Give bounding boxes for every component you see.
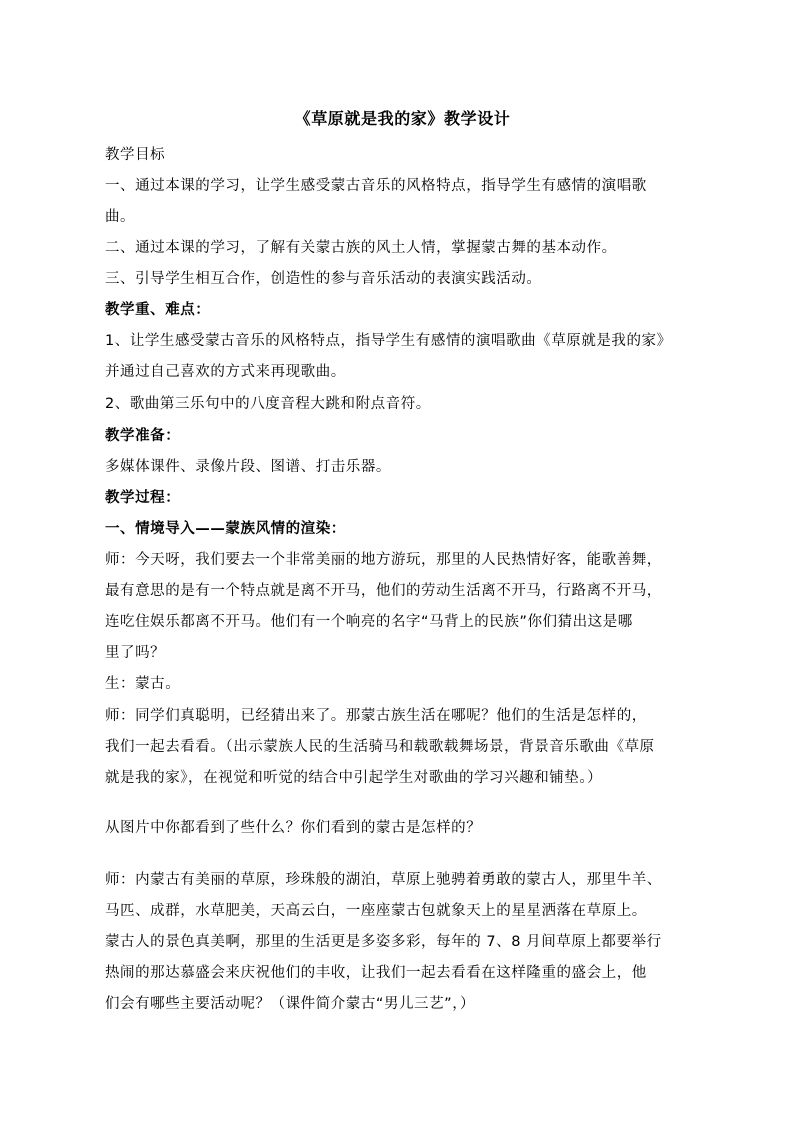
section-heading-process: 教学过程：: [105, 490, 181, 506]
objective-1-line-2: 曲。: [105, 209, 136, 225]
paragraph-teacher-2-line-3: 就是我的家》，在视觉和听觉的结合中引起学生对歌曲的学习兴趣和铺垫。）: [105, 770, 603, 786]
paragraph-teacher-1-line-4: 里了吗？: [105, 645, 166, 661]
paragraph-student-1: 生：蒙古。: [105, 676, 181, 692]
objective-3: 三、引导学生相互合作，创造性的参与音乐活动的表演实践活动。: [105, 271, 542, 287]
paragraph-teacher-3-line-3: 蒙古人的景色真美啊，那里的生活更是多姿多彩，每年的 7、8 月间草原上都要举行: [105, 934, 662, 950]
paragraph-teacher-3-line-5: 们会有哪些主要活动呢？（课件简介蒙古“男儿三艺”，）: [105, 996, 476, 1012]
objective-1-line-1: 一、通过本课的学习，让学生感受蒙古音乐的风格特点，指导学生有感情的演唱歌: [105, 178, 647, 194]
section-heading-preparation: 教学准备：: [105, 428, 181, 444]
paragraph-teacher-1-line-1: 师：今天呀，我们要去一个非常美丽的地方游玩，那里的人民热情好客，能歌善舞，: [105, 552, 662, 568]
paragraph-teacher-3-line-1: 师：内蒙古有美丽的草原，珍珠般的湖泊，草原上驰骋着勇敢的蒙古人，那里牛羊、: [105, 872, 662, 888]
preparation-items: 多媒体课件、录像片段、图谱、打击乐器。: [105, 459, 391, 475]
paragraph-teacher-1-line-2: 最有意思的是有一个特点就是离不开马，他们的劳动生活离不开马，行路离不开马，: [105, 583, 662, 599]
key-point-1-line-2: 并通过自己喜欢的方式来再现歌曲。: [105, 364, 346, 380]
section-heading-objectives: 教学目标: [105, 147, 166, 163]
key-point-2: 2、歌曲第三乐句中的八度音程大跳和附点音符。: [105, 396, 431, 412]
paragraph-teacher-2-line-2: 我们一起去看看。（出示蒙族人民的生活骑马和载歌载舞场景，背景音乐歌曲《草原: [105, 739, 655, 755]
section-heading-key-points: 教学重、难点：: [105, 302, 211, 318]
paragraph-teacher-1-line-3: 连吃住娱乐都离不开马。他们有一个响亮的名字“马背上的民族”你们猜出这是哪: [105, 614, 633, 630]
document-title: 《草原就是我的家》教学设计: [294, 109, 511, 128]
paragraph-teacher-3-line-4: 热闹的那达慕盛会来庆祝他们的丰收，让我们一起去看看在这样隆重的盛会上，他: [105, 965, 647, 981]
paragraph-question: 从图片中你都看到了些什么？你们看到的蒙古是怎样的？: [105, 820, 482, 836]
key-point-1-line-1: 1、让学生感受蒙古音乐的风格特点，指导学生有感情的演唱歌曲《草原就是我的家》: [105, 333, 672, 349]
paragraph-teacher-3-line-2: 马匹、成群，水草肥美，天高云白，一座座蒙古包就象天上的星星洒落在草原上。: [105, 903, 647, 919]
objective-2: 二、通过本课的学习，了解有关蒙古族的风土人情，掌握蒙古舞的基本动作。: [105, 240, 617, 256]
paragraph-teacher-2-line-1: 师：同学们真聪明，已经猜出来了。那蒙古族生活在哪呢？他们的生活是怎样的，: [105, 708, 647, 724]
process-step-1-heading: 一、情境导入——蒙族风情的渲染：: [105, 521, 346, 537]
